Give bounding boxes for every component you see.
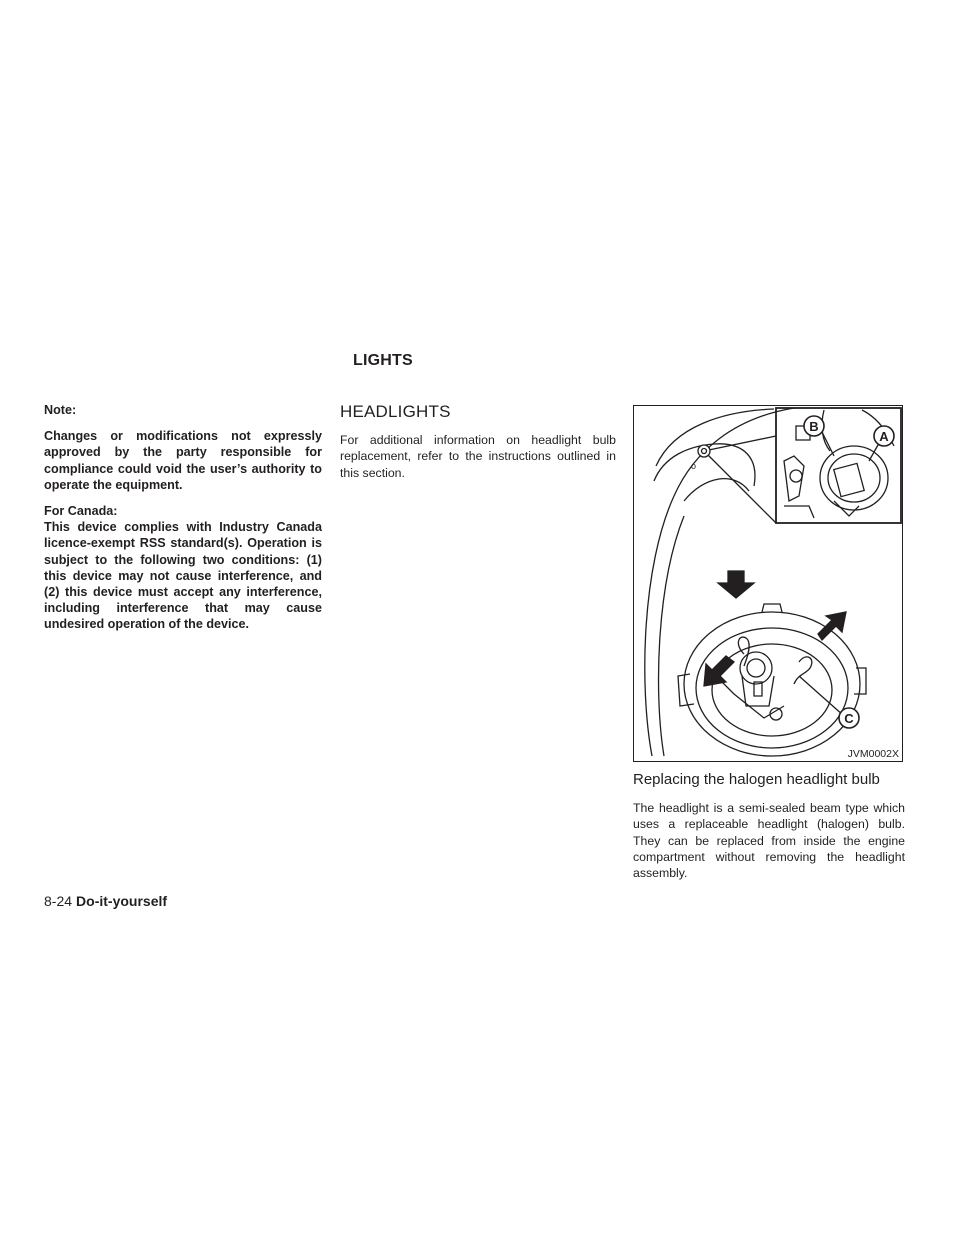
chapter-title: Do-it-yourself [76,893,168,909]
bulb-replacement-column [633,771,905,881]
note-text: Changes or modifications not expressly approved by the party responsible for compliance could void the user’s authority to operate the equipment. [44,429,322,492]
headlights-heading: HEADLIGHTS [340,402,451,421]
callout-c [839,708,859,728]
notice-column [44,402,322,643]
headlights-column [340,402,616,481]
svg-text:B: B [809,419,819,434]
canada-label: For Canada: [44,504,118,519]
page-footer [44,893,167,909]
figure-code: JVM0002X [847,748,899,760]
canada-text: This device complies with Industry Canada licence-exempt RSS standard(s). Operation is subject to the following two conditions: (1) this device may not cause interference, and (2) this device must accept any interference, including interference that may cause undesired operation of the device. [44,520,322,632]
section-title: LIGHTS [353,352,413,369]
headlights-intro-text: For additional information on headlight bulb replacement, refer to the instructions outlined in this section. [340,433,616,480]
callout-b [804,416,824,436]
headlight-bulb-illustration [633,405,903,762]
callout-a [874,426,894,446]
headlight-drawing [634,406,902,761]
page-number: 8-24 [44,893,73,909]
bulb-replacement-heading: Replacing the halogen headlight bulb [633,771,880,788]
svg-text:C: C [844,711,854,726]
svg-text:o: o [691,461,697,471]
bulb-replacement-text: The headlight is a semi-sealed beam type which uses a replaceable headlight (halogen) bulb. They can be replaced from inside the engine compartment without removing the headlight assembly. [633,801,905,881]
svg-text:A: A [879,429,889,444]
note-label: Note: [44,403,77,417]
